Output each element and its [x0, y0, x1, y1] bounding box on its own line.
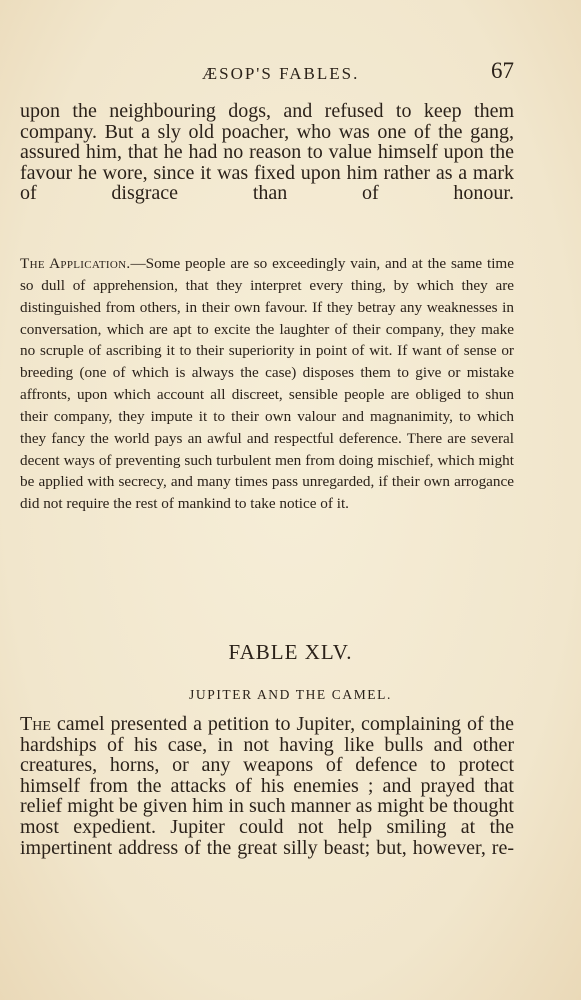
- fable-body-text: camel presented a petition to Jupiter, complaining of the hardships of his case, in not having like bulls and other creatures, horns, or any weapons of defence to protect himself from the attacks of his enemies ; and prayed that relief might be given him in such manner as might be thought most expedient. Jupiter could not help smiling at the impertinent address of the great silly beast; but, however, re-: [20, 713, 514, 859]
- application-paragraph: [20, 253, 514, 515]
- fable-heading: FABLE XLV.: [228, 640, 353, 664]
- page-number: 67: [491, 58, 514, 83]
- page-header: [20, 58, 514, 88]
- running-title: ÆSOP'S FABLES.: [202, 64, 360, 83]
- fable-body-paragraph: [20, 714, 514, 879]
- fable-lead-word: The: [20, 713, 51, 735]
- application-text: —Some people are so exceedingly vain, and at the same time so dull of apprehension, that they interpret every thing, by which they are distinguished from others, in their own favour. If they betray any weaknesses in conversation, which are apt to excite the laughter of their company, they make no scruple of ascribing it to their superiority in point of wit. If want of sense or breeding (one of which is always the case) disposes them to give or mistake affronts, upon which account all discreet, sensible people are obliged to shun their company, they impute it to their own valour and magnanimity, to which they fancy the world pays an awful and respectful deference. There are several decent ways of preventing such turbulent men from doing mischief, which might be applied with secrecy, and many times pass unregarded, if their own arrogance did not require the rest of mankind to take notice of it.: [20, 255, 514, 513]
- application-label: The Application.: [20, 255, 131, 272]
- continued-fable-paragraph: upon the neighbouring dogs, and refused to keep them company. But a sly old poacher, who was one of the gang, assured him, that he had no reason to value himself upon the favour he wore, since it was fixed upon him rather as a mark of disgrace than of honour.: [20, 100, 514, 205]
- fable-title: JUPITER AND THE CAMEL.: [189, 687, 392, 702]
